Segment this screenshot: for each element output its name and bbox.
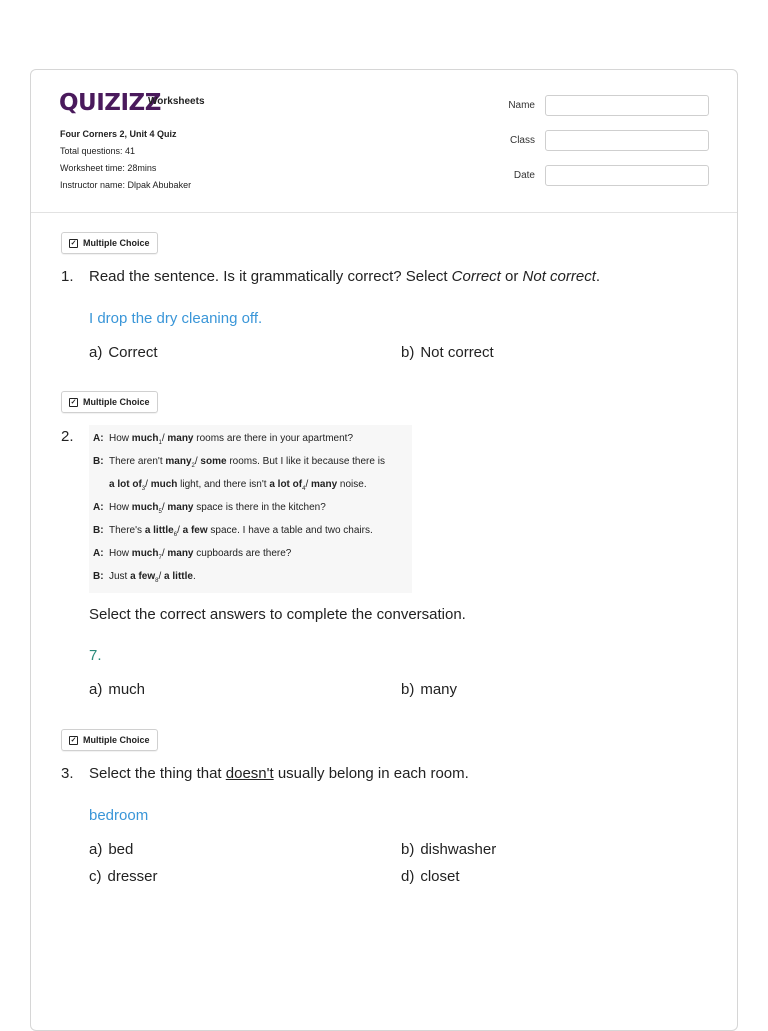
option-text: dishwasher bbox=[420, 841, 497, 858]
quiz-meta bbox=[60, 126, 191, 194]
instructor-name: Instructor name: Dlpak Abubaker bbox=[60, 180, 192, 190]
question-text: usually belong in each room. bbox=[273, 765, 469, 782]
dialog-line: B: There aren't many$_2$/ some rooms. But I like it because there is bbox=[93, 456, 385, 469]
dialog-line: B: Just a few$_8$/ a little. bbox=[93, 571, 196, 584]
dialog-text: There aren't bbox=[109, 456, 166, 467]
option-letter: b) bbox=[401, 681, 415, 698]
conversation-image bbox=[89, 425, 412, 593]
dialog-text: rooms are there in your apartment? bbox=[193, 433, 354, 444]
choice-word: many bbox=[167, 433, 194, 444]
question-text-italic: Correct bbox=[451, 268, 501, 285]
dialog-text: noise. bbox=[337, 479, 367, 490]
speaker: B: bbox=[93, 571, 104, 582]
date-field-row bbox=[491, 165, 709, 186]
option-letter: d) bbox=[401, 868, 415, 885]
choice-word: much bbox=[131, 502, 159, 513]
choice-word: a little bbox=[144, 525, 174, 536]
blank-number: 5 bbox=[158, 509, 162, 515]
option-letter: a) bbox=[89, 344, 103, 361]
dialog-text: How bbox=[109, 433, 132, 444]
question-text-underlined: doesn't bbox=[225, 765, 274, 782]
checkbox-icon: ✓ bbox=[70, 398, 77, 406]
choice-word: much bbox=[131, 548, 159, 559]
name-label: Name bbox=[508, 100, 535, 111]
worksheet-time: Worksheet time: 28mins bbox=[60, 163, 157, 173]
blank-number: 4 bbox=[302, 486, 306, 492]
dialog-text: How bbox=[109, 548, 132, 559]
question-number: 1. bbox=[61, 268, 74, 285]
option-text: closet bbox=[420, 868, 460, 885]
question-number: 2. bbox=[61, 428, 74, 445]
dialog-text: space. I have a table and two chairs. bbox=[207, 525, 373, 536]
dialog-text: light, and there isn't bbox=[177, 479, 270, 490]
blank-number: 1 bbox=[158, 440, 162, 446]
choice-word: much bbox=[150, 479, 178, 490]
choice-word: a lot of bbox=[269, 479, 303, 490]
option-letter: b) bbox=[401, 841, 415, 858]
question-number: 3. bbox=[61, 765, 74, 782]
chip-label: Multiple Choice bbox=[83, 397, 150, 407]
choice-word: much bbox=[131, 433, 159, 444]
class-label: Class bbox=[509, 135, 535, 146]
class-field-row bbox=[491, 130, 709, 151]
speaker: B: bbox=[93, 525, 104, 536]
dialog-text: space is there in the kitchen? bbox=[193, 502, 326, 513]
question-2-number bbox=[61, 428, 89, 445]
question-3-prompt: bedroom bbox=[89, 807, 149, 824]
choice-word: many bbox=[167, 502, 194, 513]
date-label: Date bbox=[513, 170, 535, 181]
option-text: many bbox=[420, 681, 458, 698]
question-type-chip bbox=[61, 232, 158, 254]
dialog-text: cupboards are there? bbox=[193, 548, 292, 559]
chip-label: Multiple Choice bbox=[83, 238, 150, 248]
speaker: A: bbox=[93, 548, 104, 559]
worksheet bbox=[30, 69, 738, 1031]
question-2-prompt: 7. bbox=[89, 647, 102, 664]
answer-option[interactable] bbox=[401, 868, 460, 885]
question-text: or bbox=[500, 268, 523, 285]
option-text: much bbox=[108, 681, 146, 698]
option-text: bed bbox=[108, 841, 134, 858]
question-1 bbox=[61, 268, 600, 285]
quizizz-logo: QUIZIZZ bbox=[59, 90, 161, 116]
chip-label: Multiple Choice bbox=[83, 735, 150, 745]
dialog-text: rooms. But I like it because there is bbox=[226, 456, 385, 467]
question-1-prompt: I drop the dry cleaning off. bbox=[89, 310, 263, 327]
dialog-line: A: How much$_7$/ many cupboards are there? bbox=[93, 548, 292, 561]
question-text: Select the thing that bbox=[89, 765, 226, 782]
speaker: A: bbox=[93, 433, 104, 444]
answer-option[interactable] bbox=[401, 841, 496, 858]
question-type-chip bbox=[61, 391, 158, 413]
answer-option[interactable] bbox=[401, 681, 457, 698]
dialog-line: A: How much$_1$/ many rooms are there in your apartment? bbox=[93, 433, 354, 446]
option-letter: a) bbox=[89, 681, 103, 698]
choice-word: many bbox=[165, 456, 192, 467]
blank-number: 8 bbox=[155, 578, 159, 584]
speaker: B: bbox=[93, 456, 104, 467]
question-type-chip bbox=[61, 729, 158, 751]
dialog-text: How bbox=[109, 502, 132, 513]
date-input[interactable] bbox=[545, 165, 709, 186]
question-text: . bbox=[595, 268, 601, 285]
blank-number: 6 bbox=[173, 532, 178, 538]
answer-option[interactable] bbox=[89, 681, 145, 698]
blank-number: 3 bbox=[141, 486, 146, 492]
choice-word: a few bbox=[182, 525, 208, 536]
worksheet-header bbox=[31, 70, 737, 213]
name-field-row bbox=[491, 95, 709, 116]
blank-number: 7 bbox=[158, 555, 162, 561]
choice-word: many bbox=[167, 548, 194, 559]
name-input[interactable] bbox=[545, 95, 709, 116]
dialog-text: Just bbox=[109, 571, 131, 582]
answer-option[interactable] bbox=[89, 841, 133, 858]
answer-option[interactable] bbox=[401, 344, 494, 361]
class-input[interactable] bbox=[545, 130, 709, 151]
checkbox-icon: ✓ bbox=[70, 239, 77, 247]
choice-word: a lot of bbox=[109, 479, 142, 490]
question-2-text: Select the correct answers to complete the conversation. bbox=[89, 606, 466, 623]
total-questions: Total questions: 41 bbox=[60, 146, 136, 156]
speaker: A: bbox=[93, 502, 104, 513]
option-letter: a) bbox=[89, 841, 103, 858]
quiz-title: Four Corners 2, Unit 4 Quiz bbox=[60, 129, 177, 139]
dialog-line: a lot $of_3/$ much light, and there isn't a lot $of_4/$ many noise. bbox=[109, 479, 367, 492]
choice-word: many bbox=[311, 479, 338, 490]
checkbox-icon: ✓ bbox=[70, 736, 77, 744]
answer-option[interactable] bbox=[89, 344, 158, 361]
question-text: Read the sentence. Is it grammatically correct? Select bbox=[89, 268, 452, 285]
choice-word: a little bbox=[164, 571, 193, 582]
choice-word: some bbox=[200, 456, 227, 467]
dialog-text: . bbox=[192, 571, 196, 582]
question-text-italic: Not correct bbox=[522, 268, 596, 285]
logo-subtitle: Worksheets bbox=[148, 96, 205, 107]
option-letter: c) bbox=[89, 868, 102, 885]
choice-word: a few bbox=[130, 571, 156, 582]
blank-number: 2 bbox=[191, 463, 195, 469]
answer-option[interactable] bbox=[89, 868, 158, 885]
dialog-text: There's bbox=[109, 525, 145, 536]
option-text: Correct bbox=[108, 344, 158, 361]
dialog-line: B: There's a little$_6$/ a few space. I have a table and two chairs. bbox=[93, 525, 373, 538]
option-letter: b) bbox=[401, 344, 415, 361]
option-text: dresser bbox=[107, 868, 158, 885]
option-text: Not correct bbox=[420, 344, 494, 361]
dialog-line: A: How much$_5$/ many space is there in the kitchen? bbox=[93, 502, 326, 515]
question-3 bbox=[61, 765, 469, 782]
